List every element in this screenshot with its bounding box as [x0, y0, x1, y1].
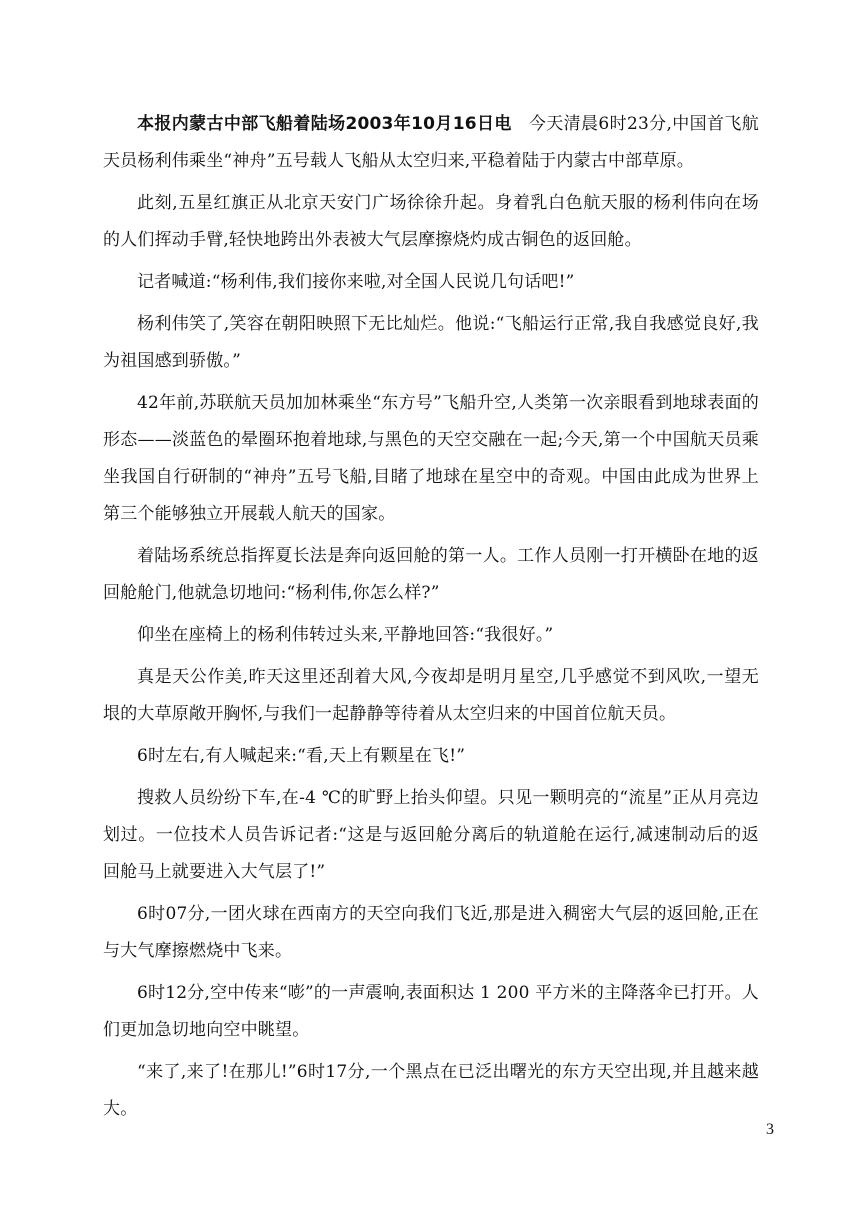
paragraph-1	[103, 106, 759, 185]
paragraph-7: 仰坐在座椅上的杨利伟转过头来,平静地回答:“我很好。”	[137, 625, 554, 645]
paragraph-12: 6时12分,空中传来“嘭”的一声震响,表面积达 1 200 平方米的主降落伞已打开。人们更加急切地向空中眺望。	[103, 983, 759, 1040]
paragraph-6: 着陆场系统总指挥夏长法是奔向返回舱的第一人。工作人员刚一打开横卧在地的返回舱舱门,他就急切地问:“杨利伟,你怎么样?”	[103, 546, 759, 603]
paragraph-8: 真是天公作美,昨天这里还刮着大风,今夜却是明月星空,几乎感觉不到风吹,一望无垠的大草原敞开胸怀,与我们一起静静等待着从太空归来的中国首位航天员。	[103, 667, 759, 724]
paragraph-2: 此刻,五星红旗正从北京天安门广场徐徐升起。身着乳白色航天服的杨利伟向在场的人们挥动手臂,轻快地跨出外表被大气层摩擦烧灼成古铜色的返回舱。	[103, 193, 759, 250]
paragraph-4: 杨利伟笑了,笑容在朝阳映照下无比灿烂。他说:“飞船运行正常,我自我感觉良好,我为祖国感到骄傲。”	[103, 314, 759, 371]
paragraph-13: “来了,来了!在那儿!”6时17分,一个黑点在已泛出曙光的东方天空出现,并且越来越大。	[103, 1062, 759, 1119]
paragraph-3: 记者喊道:“杨利伟,我们接你来啦,对全国人民说几句话吧!”	[137, 272, 575, 292]
paragraph-5: 42年前,苏联航天员加加林乘坐“东方号”飞船升空,人类第一次亲眼看到地球表面的形态——淡蓝色的晕圈环抱着地球,与黑色的天空交融在一起;今天,第一个中国航天员乘坐我国自行研制的“神舟”五号飞船,目睹了地球在星空中的奇观。中国由此成为世界上第三个能够独立开展载人航天的国家。	[103, 393, 759, 524]
paragraph-9: 6时左右,有人喊起来:“看,天上有颗星在飞!”	[137, 746, 466, 766]
dateline: 本报内蒙古中部飞船着陆场2003年10月16日电	[137, 114, 512, 134]
paragraph-1-text: 今天清晨6时23分,中国首飞航天员杨利伟乘坐“神舟”五号载人飞船从太空归来,平稳着陆于内蒙古中部草原。	[103, 114, 759, 171]
paragraph-11: 6时07分,一团火球在西南方的天空向我们飞近,那是进入稠密大气层的返回舱,正在与大气摩擦燃烧中飞来。	[103, 904, 759, 961]
paragraph-10: 搜救人员纷纷下车,在-4 ℃的旷野上抬头仰望。只见一颗明亮的“流星”正从月亮边划过。一位技术人员告诉记者:“这是与返回舱分离后的轨道舱在运行,减速制动后的返回舱马上就要进入大气层了!”	[103, 788, 759, 882]
article-body	[103, 106, 759, 1133]
page-number: 3	[766, 1121, 774, 1138]
